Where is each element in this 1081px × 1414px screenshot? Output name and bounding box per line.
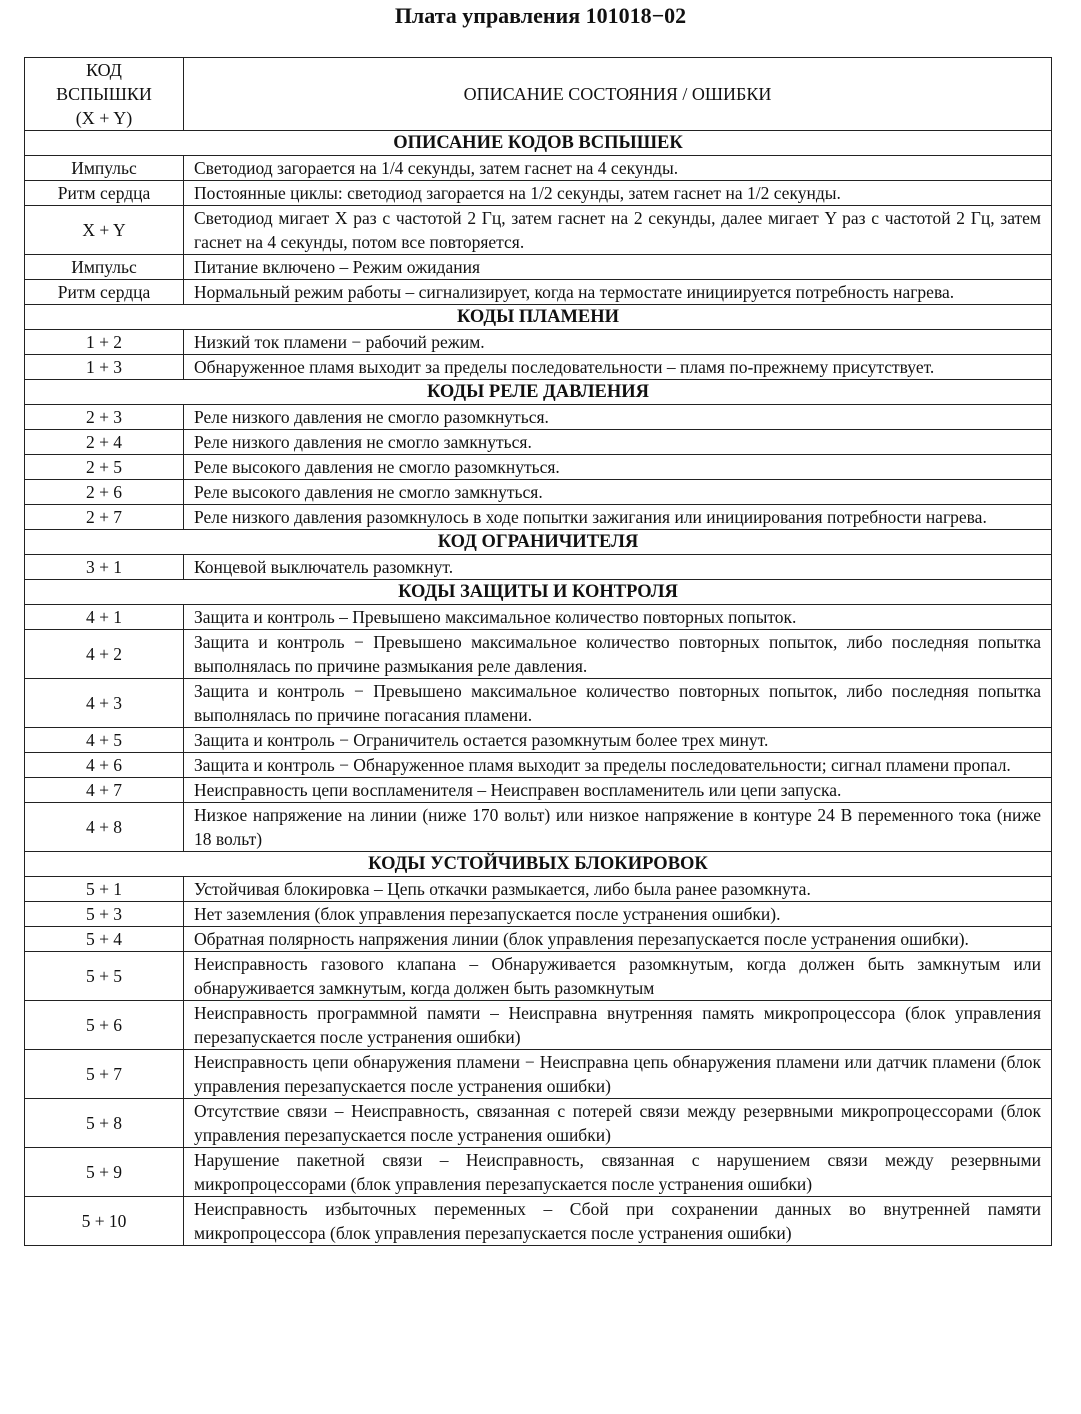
table-row [25, 902, 1052, 927]
description-cell: Нет заземления (блок управления перезапускается после устранения ошибки). [184, 902, 1052, 927]
table-row [25, 156, 1052, 181]
table-row [25, 280, 1052, 305]
header-description: ОПИСАНИЕ СОСТОЯНИЯ / ОШИБКИ [184, 58, 1052, 131]
flash-code-cell: 5 + 6 [25, 1001, 184, 1050]
section-row [25, 852, 1052, 877]
section-title: КОДЫ РЕЛЕ ДАВЛЕНИЯ [25, 380, 1052, 405]
description-cell: Низкий ток пламени − рабочий режим. [184, 330, 1052, 355]
description-cell: Неисправность программной памяти – Неисправна внутренняя память микропроцессора (блок управления перезапускается после устранения ошибки) [184, 1001, 1052, 1050]
section-title: КОДЫ ЗАЩИТЫ И КОНТРОЛЯ [25, 580, 1052, 605]
flash-code-cell: 5 + 4 [25, 927, 184, 952]
flash-codes-table [24, 57, 1052, 1246]
table-row [25, 778, 1052, 803]
flash-code-cell: Импульс [25, 255, 184, 280]
description-cell: Отсутствие связи – Неисправность, связанная с потерей связи между резервными микропроцессорами (блок управления перезапускается после устранения ошибки) [184, 1099, 1052, 1148]
description-cell: Питание включено – Режим ожидания [184, 255, 1052, 280]
description-cell: Обратная полярность напряжения линии (блок управления перезапускается после устранения ошибки). [184, 927, 1052, 952]
section-row [25, 380, 1052, 405]
table-row [25, 605, 1052, 630]
flash-code-cell: Импульс [25, 156, 184, 181]
header-code-line2: ВСПЫШКИ [56, 84, 152, 104]
flash-code-cell: 5 + 8 [25, 1099, 184, 1148]
table-row [25, 206, 1052, 255]
flash-code-cell: 5 + 1 [25, 877, 184, 902]
table-row [25, 405, 1052, 430]
description-cell: Неисправность газового клапана – Обнаруживается разомкнутым, когда должен быть замкнутым или обнаруживается замкнутым, когда должен быть разомкнутым [184, 952, 1052, 1001]
description-cell: Реле низкого давления не смогло разомкнуться. [184, 405, 1052, 430]
description-cell: Постоянные циклы: светодиод загорается на 1/2 секунды, затем гаснет на 1/2 секунды. [184, 181, 1052, 206]
section-title: ОПИСАНИЕ КОДОВ ВСПЫШЕК [25, 131, 1052, 156]
table-row [25, 630, 1052, 679]
description-cell: Светодиод мигает X раз с частотой 2 Гц, затем гаснет на 2 секунды, далее мигает Y раз с частотой 2 Гц, затем гаснет на 4 секунды, потом все повторяется. [184, 206, 1052, 255]
flash-code-cell: 2 + 7 [25, 505, 184, 530]
flash-code-cell: 3 + 1 [25, 555, 184, 580]
table-row [25, 1050, 1052, 1099]
flash-code-cell: 5 + 3 [25, 902, 184, 927]
description-cell: Реле низкого давления не смогло замкнуться. [184, 430, 1052, 455]
table-row [25, 952, 1052, 1001]
table-row [25, 927, 1052, 952]
section-title: КОДЫ ПЛАМЕНИ [25, 305, 1052, 330]
flash-code-cell: 5 + 10 [25, 1197, 184, 1246]
description-cell: Защита и контроль − Превышено максимальное количество повторных попыток, либо последняя попытка выполнялась по причине погасания пламени. [184, 679, 1052, 728]
flash-code-cell: 4 + 3 [25, 679, 184, 728]
flash-code-cell: 5 + 5 [25, 952, 184, 1001]
table-row [25, 355, 1052, 380]
description-cell: Реле низкого давления разомкнулось в ходе попытки зажигания или инициирования потребности нагрева. [184, 505, 1052, 530]
flash-code-cell: 5 + 9 [25, 1148, 184, 1197]
table-row [25, 181, 1052, 206]
table-row [25, 555, 1052, 580]
flash-code-cell: 4 + 5 [25, 728, 184, 753]
section-title: КОД ОГРАНИЧИТЕЛЯ [25, 530, 1052, 555]
description-cell: Защита и контроль − Ограничитель остается разомкнутым более трех минут. [184, 728, 1052, 753]
flash-code-cell: 2 + 4 [25, 430, 184, 455]
flash-code-cell: Ритм сердца [25, 181, 184, 206]
flash-code-cell: 4 + 2 [25, 630, 184, 679]
table-row [25, 728, 1052, 753]
description-cell: Защита и контроль − Обнаруженное пламя выходит за пределы последовательности; сигнал пламени пропал. [184, 753, 1052, 778]
description-cell: Защита и контроль − Превышено максимальное количество повторных попыток, либо последняя попытка выполнялась по причине размыкания реле давления. [184, 630, 1052, 679]
table-row [25, 430, 1052, 455]
flash-code-cell: 4 + 6 [25, 753, 184, 778]
table-row [25, 1197, 1052, 1246]
table-row [25, 877, 1052, 902]
table-row [25, 679, 1052, 728]
description-cell: Защита и контроль – Превышено максимальное количество повторных попыток. [184, 605, 1052, 630]
section-row [25, 530, 1052, 555]
flash-code-cell: 4 + 8 [25, 803, 184, 852]
page-title: Плата управления 101018−02 [394, 3, 687, 28]
table-row [25, 330, 1052, 355]
flash-code-cell: Ритм сердца [25, 280, 184, 305]
table-row [25, 1099, 1052, 1148]
description-cell: Нормальный режим работы – сигнализирует, когда на термостате инициируется потребность нагрева. [184, 280, 1052, 305]
section-row [25, 580, 1052, 605]
description-cell: Неисправность цепи воспламенителя – Неисправен воспламенитель или цепи запуска. [184, 778, 1052, 803]
table-row [25, 480, 1052, 505]
header-code-line1: КОД [86, 60, 122, 80]
description-cell: Концевой выключатель разомкнут. [184, 555, 1052, 580]
table-row [25, 1001, 1052, 1050]
table-row [25, 255, 1052, 280]
table-body [25, 131, 1052, 1246]
flash-code-cell: 5 + 7 [25, 1050, 184, 1099]
table-row [25, 455, 1052, 480]
section-row [25, 305, 1052, 330]
description-cell: Реле высокого давления не смогло разомкнуться. [184, 455, 1052, 480]
table-row [25, 1148, 1052, 1197]
table-row [25, 803, 1052, 852]
table-header-row [25, 58, 1052, 131]
description-cell: Устойчивая блокировка – Цепь откачки размыкается, либо была ранее разомкнута. [184, 877, 1052, 902]
description-cell: Неисправность избыточных переменных – Сбой при сохранении данных во внутренней памяти микропроцессора (блок управления перезапускается после устранения ошибки) [184, 1197, 1052, 1246]
flash-code-cell: 4 + 7 [25, 778, 184, 803]
description-cell: Неисправность цепи обнаружения пламени − Неисправна цепь обнаружения пламени или датчик пламени (блок управления перезапускается после устранения ошибки) [184, 1050, 1052, 1099]
section-row [25, 131, 1052, 156]
header-code [25, 58, 184, 131]
description-cell: Нарушение пакетной связи – Неисправность, связанная с нарушением связи между резервными микропроцессорами (блок управления перезапускается после устранения ошибки) [184, 1148, 1052, 1197]
table-row [25, 505, 1052, 530]
description-cell: Низкое напряжение на линии (ниже 170 вольт) или низкое напряжение в контуре 24 В переменного тока (ниже 18 вольт) [184, 803, 1052, 852]
section-title: КОДЫ УСТОЙЧИВЫХ БЛОКИРОВОК [25, 852, 1052, 877]
flash-code-cell: 1 + 3 [25, 355, 184, 380]
flash-code-cell: 2 + 6 [25, 480, 184, 505]
flash-code-cell: 1 + 2 [25, 330, 184, 355]
description-cell: Светодиод загорается на 1/4 секунды, затем гаснет на 4 секунды. [184, 156, 1052, 181]
header-code-line3: (X + Y) [75, 108, 133, 128]
flash-code-cell: 2 + 5 [25, 455, 184, 480]
flash-code-cell: X + Y [25, 206, 184, 255]
description-cell: Реле высокого давления не смогло замкнуться. [184, 480, 1052, 505]
flash-code-cell: 2 + 3 [25, 405, 184, 430]
table-row [25, 753, 1052, 778]
flash-code-cell: 4 + 1 [25, 605, 184, 630]
description-cell: Обнаруженное пламя выходит за пределы последовательности – пламя по-прежнему присутствует. [184, 355, 1052, 380]
